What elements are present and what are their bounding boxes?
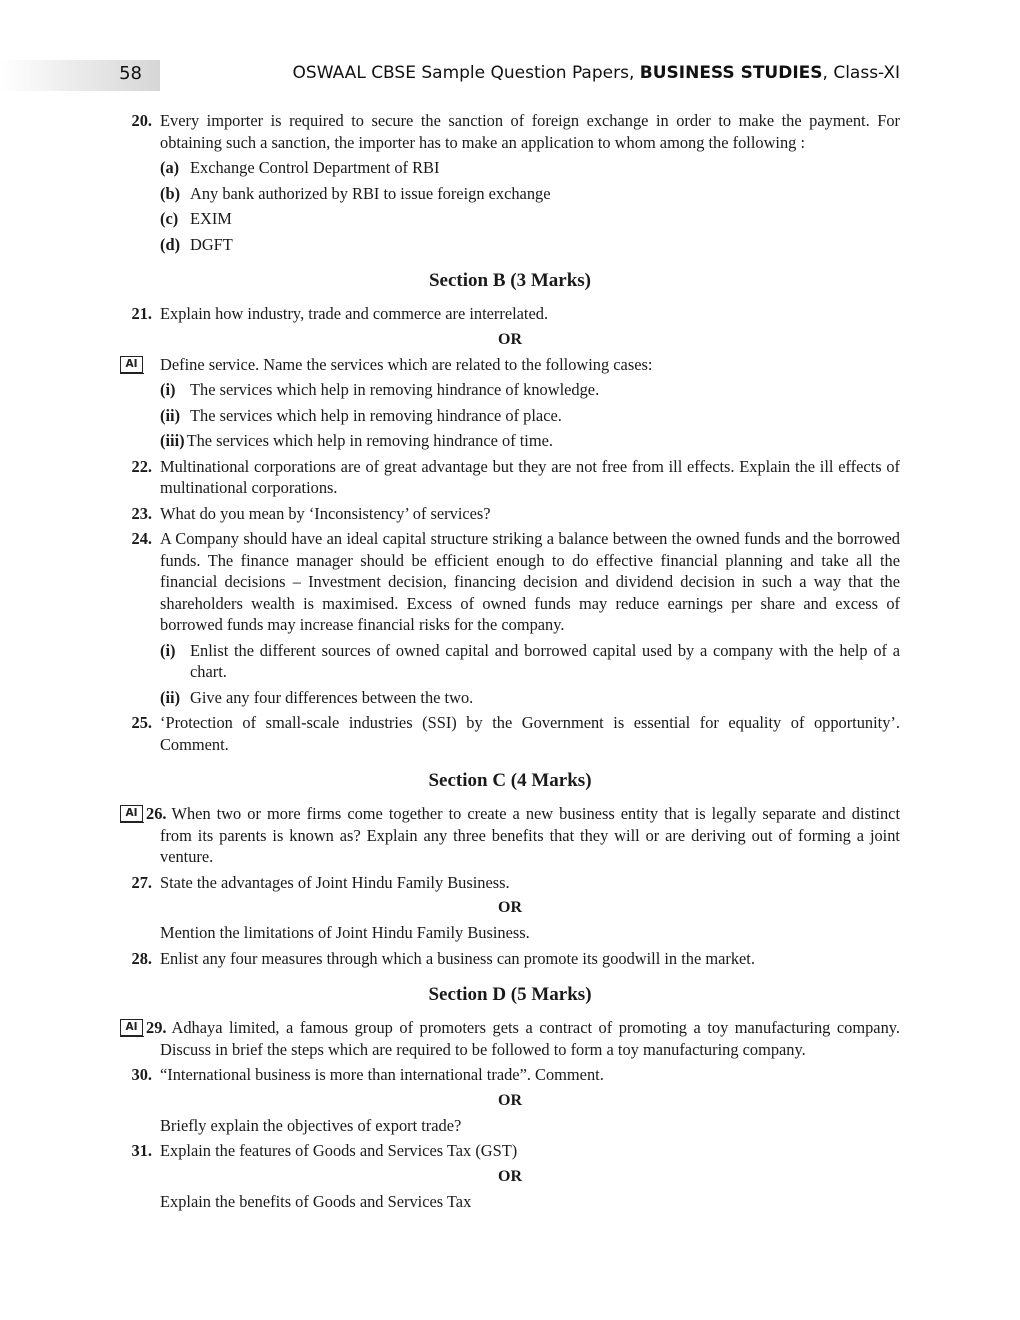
option-text: Enlist the different sources of owned capital and borrowed capital used by a company with the help of a chart. <box>190 640 900 681</box>
question-number: 21. <box>131 304 152 323</box>
question-number: 28. <box>131 948 152 968</box>
question-21 <box>0 303 1020 325</box>
or-divider: OR <box>498 899 522 916</box>
question-22 <box>0 456 1020 499</box>
question-number: 29. <box>146 1018 167 1037</box>
option-i <box>0 379 1020 401</box>
question-31 <box>0 1140 1020 1162</box>
option-label: (c) <box>160 209 179 228</box>
option-a <box>0 157 1020 179</box>
question-21-alternative <box>0 354 1020 376</box>
book-title <box>293 63 900 83</box>
option-label: (i) <box>160 380 176 399</box>
question-text: “International business is more than international trade”. Comment. <box>160 1065 604 1084</box>
option-ii <box>0 687 1020 709</box>
question-30-alternative: Briefly explain the objectives of export trade? <box>160 1115 462 1135</box>
question-27 <box>0 872 1020 894</box>
option-text: Give any four differences between the two. <box>190 687 474 707</box>
ai-badge-icon: AI <box>120 1019 143 1036</box>
question-text: ‘Protection of small-scale industries (SSI) by the Government is essential for equality of opportunity’. Comment. <box>160 713 900 754</box>
question-number: 23. <box>131 503 152 523</box>
option-label: (ii) <box>160 405 181 425</box>
question-text: What do you mean by ‘Inconsistency’ of services? <box>160 503 491 523</box>
question-number: 20. <box>131 111 152 130</box>
or-divider: OR <box>498 330 522 348</box>
option-i <box>0 640 1020 683</box>
section-c-title: Section C (4 Marks) <box>428 770 592 791</box>
question-text: Explain the features of Goods and Services Tax (GST) <box>160 1141 518 1160</box>
question-25 <box>0 712 1020 755</box>
option-b <box>0 183 1020 205</box>
or-divider: OR <box>498 1167 522 1185</box>
question-text: Every importer is required to secure the sanction of foreign exchange in order to make the payment. For obtaining such a sanction, the importer has to make an application to whom among the following : <box>160 111 900 152</box>
option-text: Any bank authorized by RBI to issue foreign exchange <box>190 183 551 203</box>
option-label: (iii) <box>160 431 185 450</box>
option-text: Exchange Control Department of RBI <box>190 158 440 177</box>
ai-badge-icon: AI <box>120 356 143 373</box>
question-29 <box>0 1017 1020 1060</box>
option-label: (ii) <box>160 687 181 707</box>
question-number: 25. <box>131 713 152 732</box>
book-title-suffix: , Class-XI <box>822 63 900 83</box>
question-31-alternative: Explain the benefits of Goods and Services Tax <box>160 1191 472 1211</box>
option-label: (b) <box>160 183 181 203</box>
option-d <box>0 234 1020 256</box>
question-number: 22. <box>131 456 152 476</box>
question-26 <box>0 803 1020 868</box>
question-number: 24. <box>131 529 152 548</box>
question-text: Define service. Name the services which are related to the following cases: <box>160 354 653 374</box>
question-text: A Company should have an ideal capital structure striking a balance between the owned funds and the borrowed funds. The finance manager should be efficient enough to do effective financial planning and take all the financial decisions – Investment decision, financing decision and dividend decision in such a way that the shareholders wealth is maximised. Excess of owned funds may reduce earnings per share and excess of borrowed funds may increase financial risks for the company. <box>160 529 900 634</box>
question-text: Enlist any four measures through which a business can promote its goodwill in the market. <box>160 948 755 968</box>
question-20 <box>0 110 1020 153</box>
option-label: (a) <box>160 158 180 177</box>
ai-badge-icon: AI <box>120 805 143 822</box>
question-list <box>0 110 1020 1216</box>
option-text: DGFT <box>190 234 233 254</box>
question-23 <box>0 503 1020 525</box>
question-text: Explain how industry, trade and commerce are interrelated. <box>160 304 549 323</box>
question-text: Multinational corporations are of great advantage but they are not free from ill effects. Explain the ill effects of multinational corporations. <box>160 456 900 497</box>
option-text: The services which help in removing hindrance of time. <box>186 431 553 450</box>
option-label: (i) <box>160 640 176 660</box>
question-28 <box>0 948 1020 970</box>
question-number: 30. <box>131 1065 152 1084</box>
page-header <box>0 60 1020 92</box>
question-text: When two or more firms come together to create a new business entity that is legally separate and distinct from its parents is known as? Explain any three benefits that they will or are deriving out of forming a joint venture. <box>160 804 900 866</box>
option-iii <box>0 430 1020 452</box>
page-number: 58 <box>119 63 142 84</box>
section-d-title: Section D (5 Marks) <box>428 984 592 1005</box>
question-number: 27. <box>131 872 152 892</box>
option-text: EXIM <box>190 209 232 228</box>
question-27-alternative: Mention the limitations of Joint Hindu Family Business. <box>160 923 530 942</box>
book-title-subject: BUSINESS STUDIES <box>639 63 823 83</box>
section-b-title: Section B (3 Marks) <box>428 270 591 291</box>
book-title-prefix: OSWAAL CBSE Sample Question Papers, <box>292 63 640 83</box>
page-number-tab <box>0 60 160 91</box>
option-ii <box>0 405 1020 427</box>
or-divider: OR <box>498 1091 522 1109</box>
option-label: (d) <box>160 234 181 254</box>
question-text: State the advantages of Joint Hindu Family Business. <box>160 872 510 892</box>
option-text: The services which help in removing hindrance of place. <box>190 405 562 425</box>
question-30 <box>0 1064 1020 1086</box>
question-24 <box>0 528 1020 636</box>
question-text: Adhaya limited, a famous group of promoters gets a contract of promoting a toy manufacturing company. Discuss in brief the steps which are required to be followed to form a toy manufacturing company. <box>160 1018 900 1059</box>
question-number: 31. <box>131 1141 152 1160</box>
option-c <box>0 208 1020 230</box>
option-text: The services which help in removing hindrance of knowledge. <box>190 380 600 399</box>
question-number: 26. <box>146 804 167 823</box>
